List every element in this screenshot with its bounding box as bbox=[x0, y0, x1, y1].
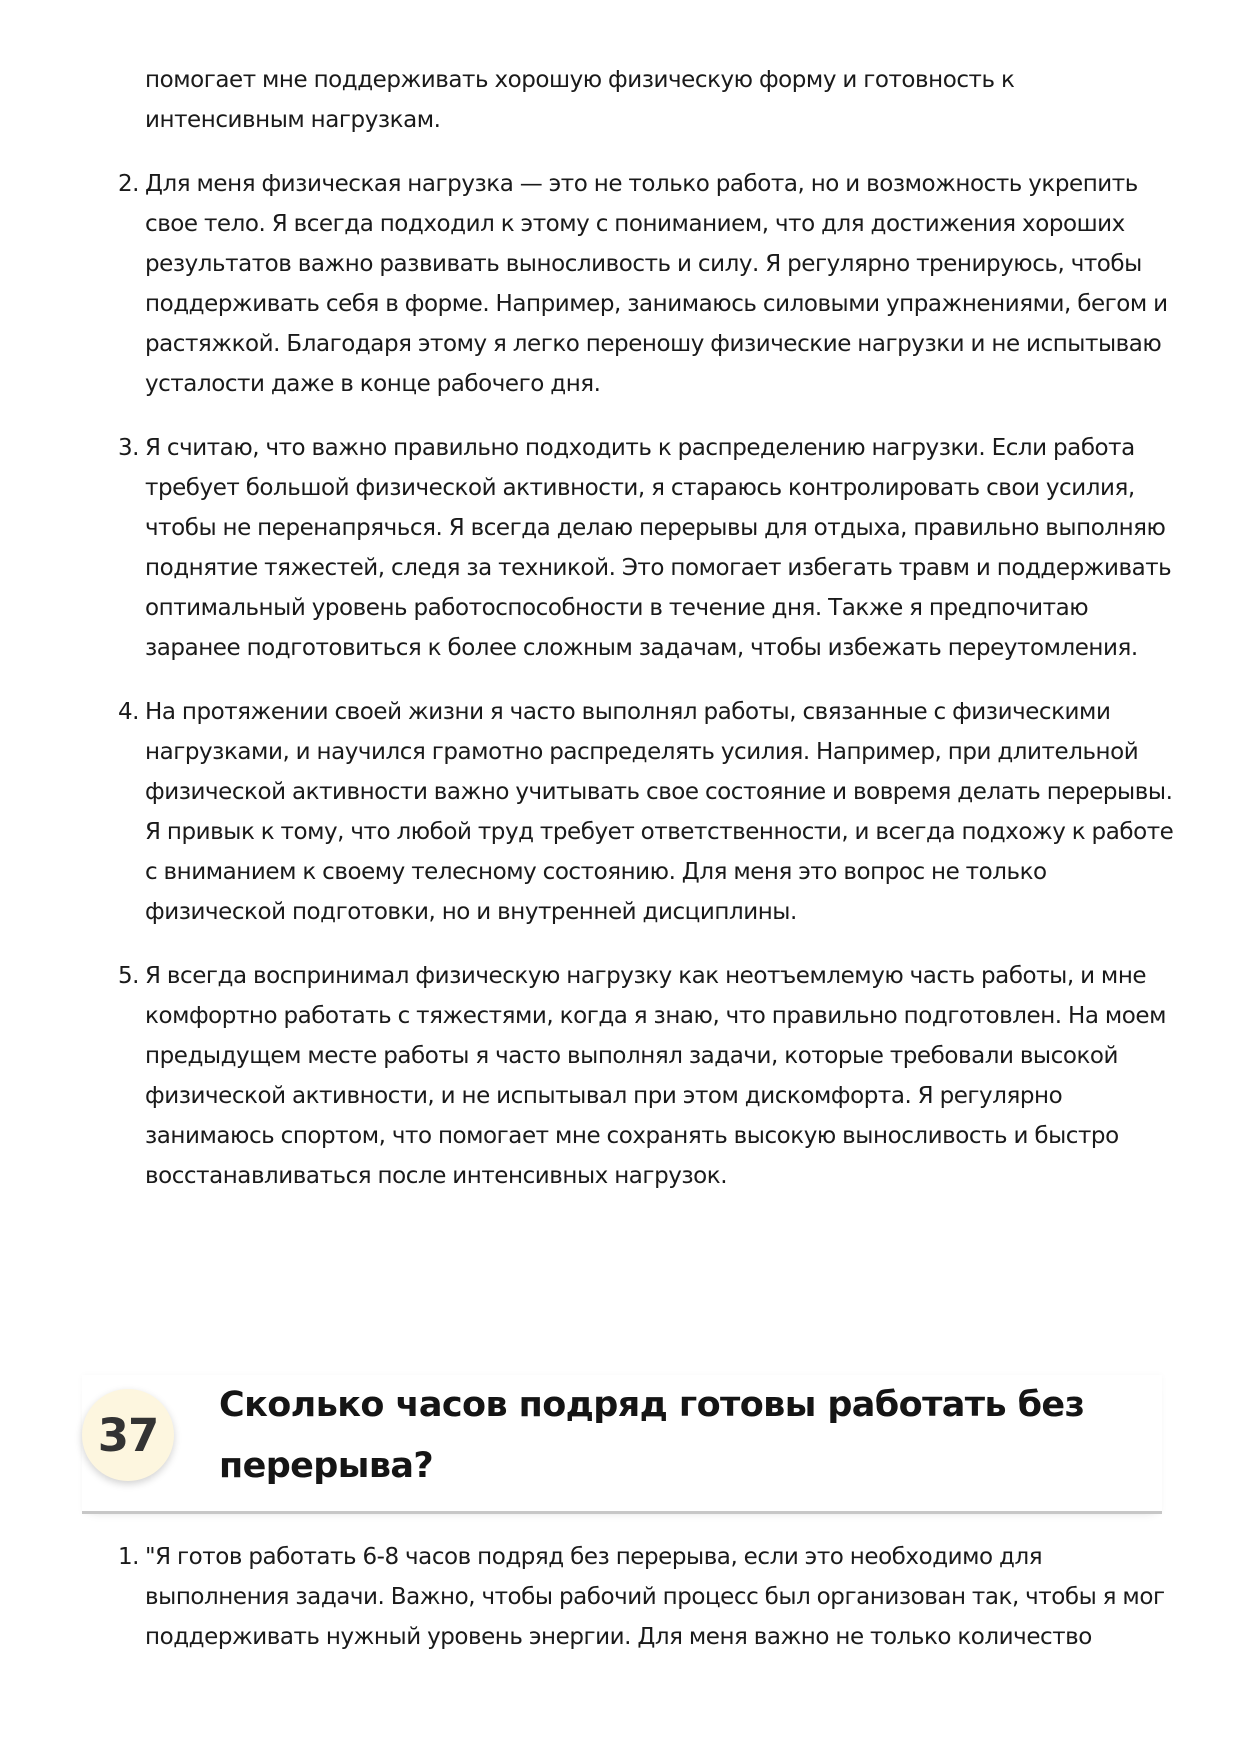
question-number: 37 bbox=[97, 1408, 159, 1462]
list-number: 4. bbox=[118, 699, 140, 725]
text-line: выполнения задачи. Важно, чтобы рабочий процесс был организован так, чтобы я мог bbox=[145, 1584, 1165, 1610]
list-number: 5. bbox=[118, 963, 140, 989]
list-item-continued bbox=[145, 60, 1155, 140]
text-line: нагрузками, и научился грамотно распределять усилия. Например, при длительной bbox=[145, 739, 1139, 765]
list-number: 3. bbox=[118, 435, 140, 461]
list-item bbox=[118, 956, 1166, 1196]
text-line: помогает мне поддерживать хорошую физическую форму и готовность к bbox=[145, 67, 1015, 93]
list-number: 1. bbox=[118, 1544, 140, 1570]
text-line: комфортно работать с тяжестями, когда я знаю, что правильно подготовлен. На моем bbox=[145, 1003, 1166, 1029]
text-line: восстанавливаться после интенсивных нагрузок. bbox=[145, 1163, 728, 1189]
text-line: физической подготовки, но и внутренней дисциплины. bbox=[145, 899, 797, 925]
text-line: поднятие тяжестей, следя за техникой. Это помогает избегать травм и поддерживать bbox=[145, 555, 1172, 581]
text-line: поддерживать себя в форме. Например, занимаюсь силовыми упражнениями, бегом и bbox=[145, 291, 1168, 317]
question-title bbox=[219, 1375, 1149, 1497]
text-line: Для меня физическая нагрузка — это не только работа, но и возможность укрепить bbox=[145, 171, 1138, 197]
title-line: Сколько часов подряд готовы работать без bbox=[219, 1385, 1085, 1425]
text-line: усталости даже в конце рабочего дня. bbox=[145, 371, 601, 397]
text-line: заранее подготовиться к более сложным задачам, чтобы избежать переутомления. bbox=[145, 635, 1138, 661]
text-line: Я всегда воспринимал физическую нагрузку как неотъемлемую часть работы, и мне bbox=[145, 963, 1147, 989]
list-item bbox=[118, 428, 1172, 668]
text-line: Я считаю, что важно правильно подходить к распределению нагрузки. Если работа bbox=[145, 435, 1135, 461]
text-line: требует большой физической активности, я стараюсь контролировать свои усилия, bbox=[145, 475, 1135, 501]
text-line: поддерживать нужный уровень энергии. Для меня важно не только количество bbox=[145, 1624, 1092, 1650]
text-line: физической активности важно учитывать свое состояние и вовремя делать перерывы. bbox=[145, 779, 1173, 805]
text-line: с вниманием к своему телесному состоянию. Для меня это вопрос не только bbox=[145, 859, 1047, 885]
text-line: растяжкой. Благодаря этому я легко переношу физические нагрузки и не испытываю bbox=[145, 331, 1162, 357]
list-number: 2. bbox=[118, 171, 140, 197]
question-header bbox=[82, 1375, 1162, 1514]
text-line: предыдущем месте работы я часто выполнял задачи, которые требовали высокой bbox=[145, 1043, 1119, 1069]
text-line: На протяжении своей жизни я часто выполнял работы, связанные с физическими bbox=[145, 699, 1111, 725]
text-line: оптимальный уровень работоспособности в течение дня. Также я предпочитаю bbox=[145, 595, 1089, 621]
text-line: свое тело. Я всегда подходил к этому с пониманием, что для достижения хороших bbox=[145, 211, 1125, 237]
text-line: Я привык к тому, что любой труд требует ответственности, и всегда подхожу к работе bbox=[145, 819, 1174, 845]
title-line: перерыва? bbox=[219, 1446, 434, 1486]
list-item bbox=[118, 692, 1174, 932]
question-number-badge bbox=[82, 1389, 174, 1481]
text-line: "Я готов работать 6-8 часов подряд без перерыва, если это необходимо для bbox=[145, 1544, 1043, 1570]
answer-item bbox=[118, 1537, 1165, 1657]
list-item bbox=[118, 164, 1168, 404]
text-line: интенсивным нагрузкам. bbox=[145, 107, 441, 133]
text-line: занимаюсь спортом, что помогает мне сохранять высокую выносливость и быстро bbox=[145, 1123, 1119, 1149]
text-line: физической активности, и не испытывал при этом дискомфорта. Я регулярно bbox=[145, 1083, 1063, 1109]
text-line: результатов важно развивать выносливость и силу. Я регулярно тренируюсь, чтобы bbox=[145, 251, 1142, 277]
text-line: чтобы не перенапрячься. Я всегда делаю перерывы для отдыха, правильно выполняю bbox=[145, 515, 1166, 541]
